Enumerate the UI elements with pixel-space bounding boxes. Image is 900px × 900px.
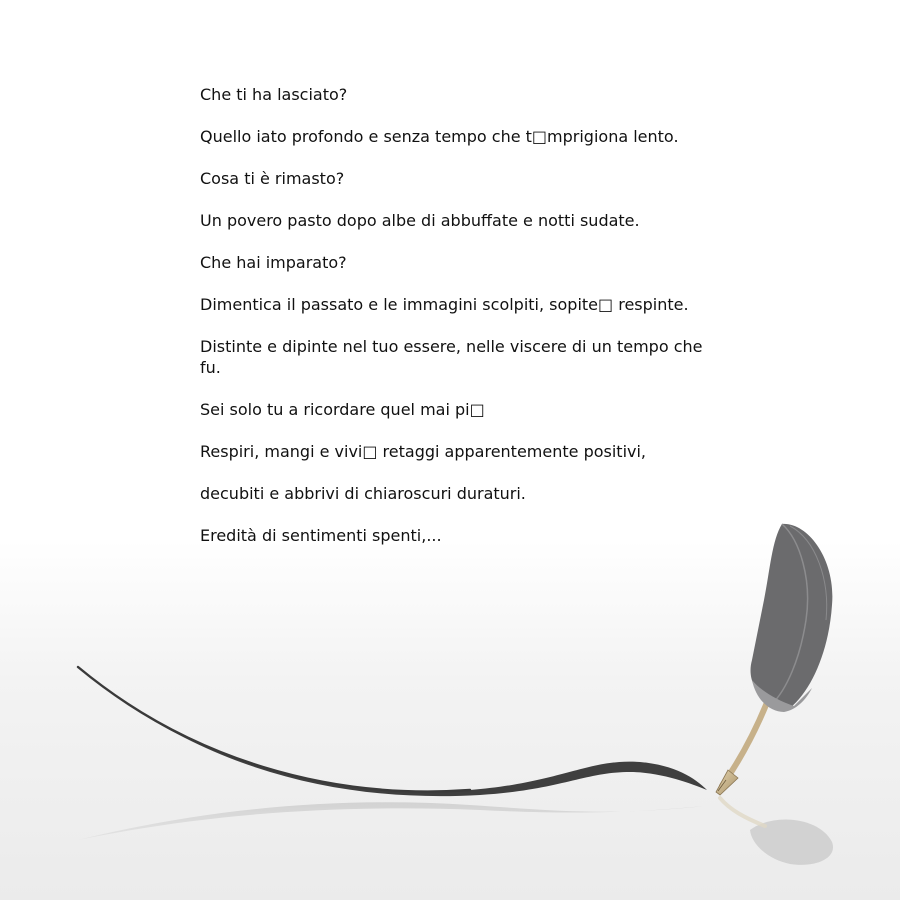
quill-nib [716, 770, 738, 795]
ink-stroke [78, 667, 707, 796]
poem-line: Eredità di sentimenti spenti,... [200, 526, 442, 545]
poem-line: decubiti e abbrivi di chiaroscuri duraturi. [200, 484, 526, 503]
poem-line: Che ti ha lasciato? [200, 85, 348, 104]
ink-stroke-reflection [78, 802, 705, 840]
quill-feather [751, 524, 833, 709]
poem-line: Sei solo tu a ricordare quel mai pi□ [200, 400, 485, 419]
poem-line: Dimentica il passato e le immagini scolpiti, sopite□ respinte. [200, 295, 689, 314]
poem-line: Respiri, mangi e vivi□ retaggi apparentemente positivi, [200, 442, 647, 461]
poem-line: Quello iato profondo e senza tempo che t□mprigiona lento. [200, 127, 679, 146]
poem-line: Cosa ti è rimasto? [200, 169, 345, 188]
poem-line: Che hai imparato? [200, 253, 347, 272]
poem-line: Un povero pasto dopo albe di abbuffate e notti sudate. [200, 211, 640, 230]
poem-line: Distinte e dipinte nel tuo essere, nelle viscere di un tempo che fu. [200, 337, 703, 377]
